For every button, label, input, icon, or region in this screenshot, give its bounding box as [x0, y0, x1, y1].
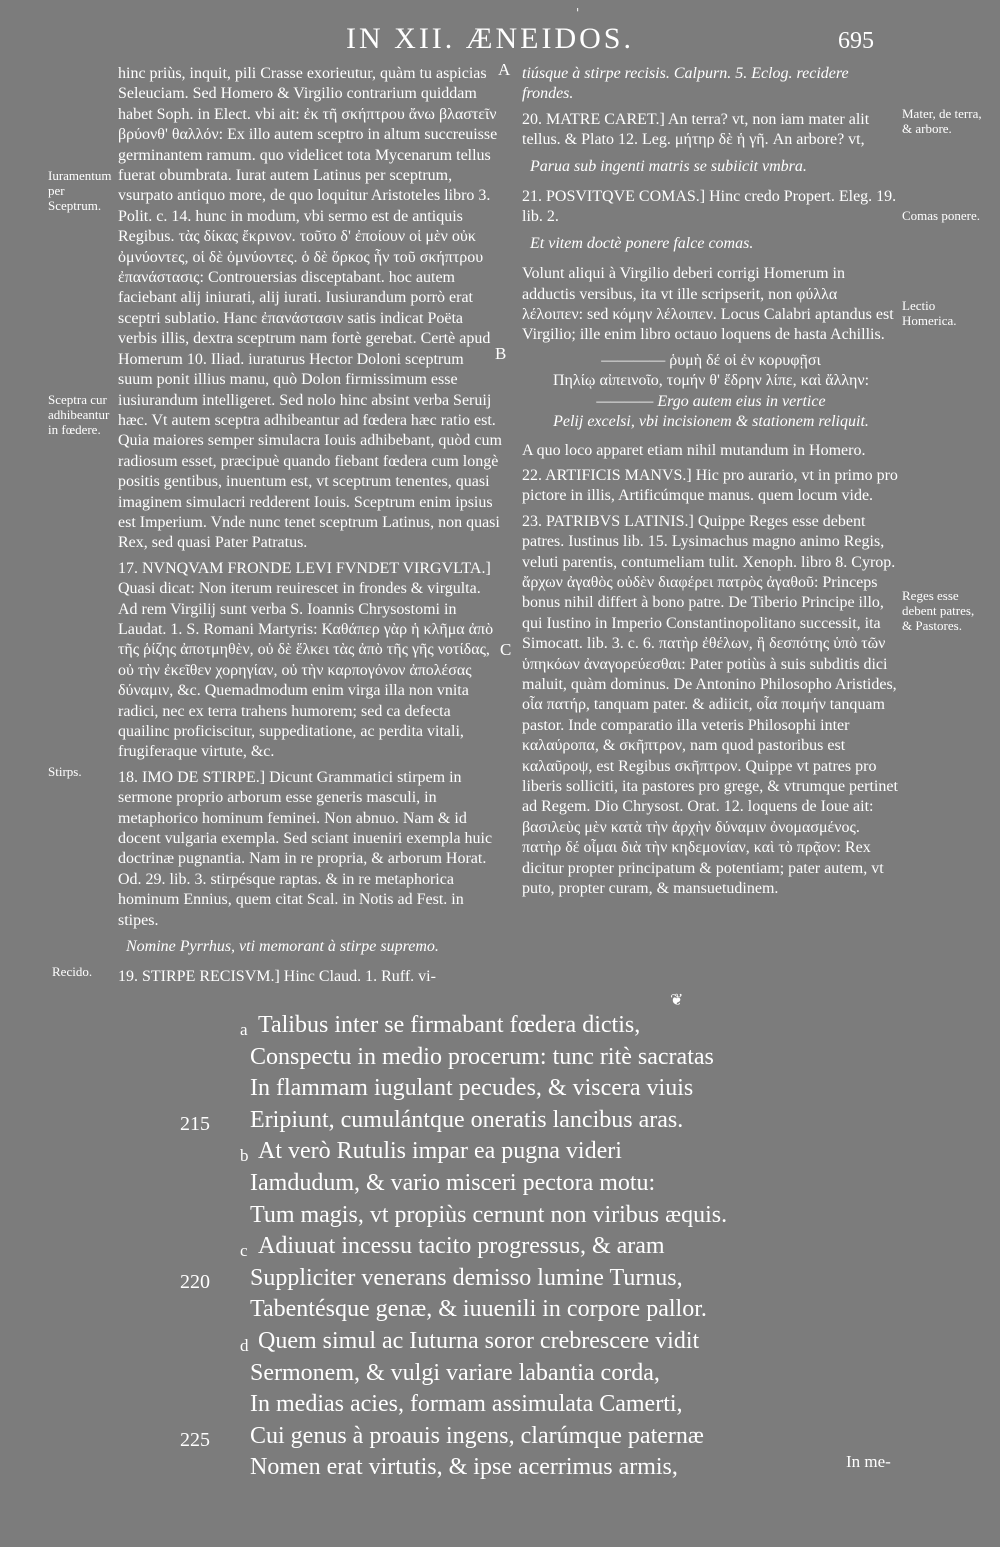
- right-paragraph: tiúsque à stirpe recisis. Calpurn. 5. Eclog. recidere frondes.: [522, 65, 849, 103]
- poem-line: [180, 1452, 800, 1484]
- poem-line: [180, 1326, 800, 1358]
- poem-line-text: Adiuuat incessu tacito progressus, & aram: [258, 1233, 665, 1260]
- poem-line-text: Sermonem, & vulgi variare labantia corda,: [250, 1359, 660, 1386]
- poem-line-text: In medias acies, formam assimulata Camerti,: [250, 1391, 683, 1418]
- poem-line: [180, 1042, 800, 1074]
- page-number: 695: [838, 28, 874, 54]
- poem-line: [180, 1421, 800, 1453]
- right-verse-quote: Parua sub ingenti matris se subiicit vmbra.: [530, 157, 807, 175]
- left-verse-quote: Nomine Pyrrhus, vti memorant à stirpe supremo.: [126, 938, 439, 956]
- poem-line-text: Suppliciter venerans demisso lumine Turnus,: [250, 1264, 683, 1291]
- margin-note-mater: Mater, de terra, & arbore.: [902, 106, 982, 136]
- latin-verse-line: ———— Ergo autem eius in vertice: [596, 392, 826, 410]
- poem-line: [180, 1294, 800, 1326]
- footnote-mark: b: [240, 1146, 249, 1166]
- poem-line: [180, 1263, 800, 1295]
- poem-block: [180, 1010, 800, 1481]
- margin-note-stirps: Stirps.: [48, 764, 82, 779]
- left-paragraph: 18. IMO DE STIRPE.] Dicunt Grammatici stirpem in sermone proprio arborum esse generis masculi, in metaphorico hominum feminei. Non abnuo. Nam & id docent vulgaria exempla. Sed sciant inueniri exempla huic doctrinæ pugnantia. Nam in re propria, & arborum Horat. Od. 29. lib. 3. stirpésque raptas. & in re metaphorica hominum Ennius, quem citat Scal. in Notis ad Fest. in stipes.: [118, 768, 493, 929]
- greek-verse-line: ———— ῥυμὴ δέ οἱ ἐν κορυφῇσι: [601, 351, 821, 369]
- poem-line-text: Conspectu in medio procerum: tunc ritè sacratas: [250, 1043, 714, 1070]
- margin-note-reges: Reges esse debent patres, & Pastores.: [902, 588, 975, 633]
- right-paragraph: Volunt aliqui à Virgilio deberi corrigi Homerum in adductis versibus, ita vt ille scripserit, non φύλλα λέλοιπεν: sed κόμην λέλοιπεν. Locus Calabri aptandus est Virgilio; ille enim libro octauo loquens de hasta Achillis.: [522, 265, 894, 344]
- line-number: 215: [180, 1112, 210, 1135]
- section-letter-b: B: [495, 344, 507, 363]
- catchword: In me-: [846, 1452, 891, 1471]
- right-paragraph: 20. MATRE CARET.] An terra? vt, non iam mater alit tellus. & Plato 12. Leg. μήτηρ δὲ ἡ γῆ. An arbore? vt,: [522, 110, 870, 149]
- footnote-mark: c: [240, 1241, 248, 1261]
- poem-line: [180, 1358, 800, 1390]
- poem-line: [180, 1231, 800, 1263]
- line-number: 225: [180, 1428, 210, 1451]
- margin-note-recido: Recido.: [52, 964, 93, 979]
- header-tick: ': [576, 6, 580, 20]
- margin-note-lectio: Lectio Homerica.: [902, 298, 957, 328]
- margin-note-comas: Comas ponere.: [902, 208, 980, 223]
- page-header: [0, 6, 1000, 62]
- poem-line: [180, 1073, 800, 1105]
- poem-line-text: In flammam iugulant pecudes, & viscera viuis: [250, 1075, 694, 1102]
- section-letter-c: C: [500, 640, 512, 659]
- poem-line-text: Talibus inter se firmabant fœdera dictis,: [258, 1012, 641, 1038]
- footnote-mark: d: [240, 1335, 249, 1355]
- poem-line-text: Cui genus à proauis ingens, clarúmque paternæ: [250, 1422, 704, 1449]
- left-paragraph: 19. STIRPE RECISVM.] Hinc Claud. 1. Ruff. vi-: [118, 968, 436, 986]
- left-paragraph: 17. NVNQVAM FRONDE LEVI FVNDET VIRGVLTA.] Quasi dicat: Non iterum reuirescet in frondes & virgulta. Ad rem Virgilij sunt verba S. Ioannis Chrysostomi in Laudat. 1. S. Romani Martyris: Καθάπερ γὰρ ἡ κλῆμα ἀπὸ τῆς ῥίζης ἀποτμηθὲν, οὐ δὲ ἕλκει τὰς ἀπὸ τῆς γῆς νοτίδας, οὐ τὴν ἐκεῖθεν χορηγίαν, οὐ τὴν καρπογόνον ἀπολέσας δύναμιν, &c. Quemadmodum enim virga illa non vnita radici, nec ex terra trahens humorem; sed ca defecta quailinc proficiscitur, suppeditatione, ac perdita vitali, frugiferaque virtute, &c.: [118, 559, 494, 761]
- running-title: IN XII. ÆNEIDOS.: [346, 22, 634, 55]
- poem-line-text: Tabentésque genæ, & iuuenili in corpore pallor.: [250, 1296, 707, 1323]
- margin-note-sceptra: Sceptra cur adhibeantur in fœdere.: [48, 392, 110, 437]
- section-letter-a: A: [498, 60, 511, 79]
- left-paragraph: hinc priùs, inquit, pili Crasse exorieutur, quàm tu aspicias Seleuciam. Sed Homero & Virgilio contrarium quiddam habet Soph. in Elect. vbi ait: ἐκ τῆ σκήπτρου ἄνω βλαστεῖν βρύονθ' θαλλόν: Ex illo autem sceptro in altum succreuisse germinantem ramum. quo videlicet tota Mycenarum tellus fuerat obumbrata. Iurat autem Latinus per sceptrum, vsurpato antiquo more, de quo loquitur Aristoteles libro 3. Polit. c. 14. hunc in modum, vbi sermo est de antiquis Regibus. τὰς δίκας ἔκρινον. τοῦτο δ' ἐποίουν οἱ μὲν οὐκ ὀμνύοντες, οἱ δὲ ὀμνύοντες. ὁ δὲ ὅρκος ἦν τοῦ σκήπτρου ἐπανάστασις: Controuersias disceptabant. hoc autem faciebant alij iniurati, alij iurati. Iusiurandum porrò erat sceptri sublatio. Hanc ἐπανάστασιν satis indicat Poëta verbis illis, dextra sceptrum nam fortè gerebat. Certè apud Homerum 10. Iliad. iuraturus Hector Doloni sceptrum suum ponit illius manu, quò Dolon firmissimum esse iusiurandum intelligeret. Sed nolo hinc absint verba Seruij hæc. Vt autem sceptra adhibeantur ad fœdera hæc ratio est. Quia maiores semper simulacra Iouis adhibebant, quòd cum radiosum esset, præcipuè quando fiebant fœdera cum longè positis gentibus, inuentum est, vt sceptrum tenentes, quasi imaginem simulacri redderent Iouis. Sceptrum enim ipsius est Imperium. Vnde nunc tenet sceptrum Latinus, non quasi Rex, sed quasi Pater Patratus.: [118, 65, 502, 552]
- greek-verse-line: Πηλίῳ αἰπεινοῖο, τομήν θ' ἔδρην λίπε, καὶ ἄλλην:: [552, 372, 870, 390]
- latin-verse-line: Pelij excelsi, vbi incisionem & stationem reliquit.: [553, 413, 869, 431]
- left-column: [118, 64, 502, 994]
- poem-line-text: Quem simul ac Iuturna soror crebrescere vidit: [258, 1327, 700, 1354]
- poem-line: [180, 1136, 800, 1168]
- right-paragraph: 23. PATRIBVS LATINIS.] Quippe Reges esse debent patres. Iustinus lib. 15. Lysimachus magno animo Regis, veluti parentis, contumeliam tulit. Xenoph. libro 8. Cyrop. ἄρχων ἀγαθὸς οὐδὲν διαφέρει πατρὸς ἀγαθοῦ: Princeps bonus nihil differt à bono patre. De Tiberio Principe illo, qui Iustino in Imperio Constantinopolitano successit, ita Simocatt. lib. 3. c. 6. πατὴρ ἐθέλων, ἢ δεσπότης ὑπὸ τῶν ὑπηκόων ἀναγορεύεσθαι: Pater potiùs à suis subditis dici maluit, quàm dominus. De Antonino Philosopho Aristides, οἷα πατήρ, tanquam pater. & adiicit, οἷα ποιμήν tanquam pastor. Inde comparatio illa veteris Philosophi inter καλαύροπα, & σκῆπτρον, nam quod pastoribus est καλαῦροψ, est Regibus σκῆπτρον. Quippe vt patres pro liberis solliciti, ita pastores pro grege, & vtrumque pertinet ad Regem. Dio Chrysost. Orat. 12. loquens de Ioue ait: βασιλεὺς μὲν κατὰ τὴν ἀρχὴν δύναμιν ὀνομασμένος. πατὴρ δέ οἶμαι διὰ τὴν κηδεμονίαν, καὶ τὸ πρᾷον: Rex dicitur propter principatum & potentiam; pater autem, vt puto, propter curam, & mansuetudinem.: [522, 512, 898, 898]
- poem-line: [180, 1010, 800, 1042]
- ornament-icon: ❦: [670, 990, 684, 1009]
- poem-line-text: At verò Rutulis impar ea pugna videri: [258, 1138, 622, 1165]
- poem-line-text: Nomen erat virtutis, & ipse acerrimus armis,: [250, 1454, 678, 1481]
- poem-line-text: Iamdudum, & vario misceri pectora motu:: [250, 1169, 656, 1196]
- poem-line: [180, 1389, 800, 1421]
- line-number: 220: [180, 1270, 210, 1293]
- right-paragraph: 22. ARTIFICIS MANVS.] Hic pro aurario, vt in primo pro pictore in illis, Artificúmque manus. quem locum vide.: [522, 466, 898, 505]
- footnote-mark: a: [240, 1020, 248, 1039]
- poem-line-text: Tum magis, vt propiùs cernunt non viribus æquis.: [250, 1201, 728, 1228]
- poem-line: [180, 1105, 800, 1137]
- right-column: [522, 64, 900, 984]
- poem-line-text: Eripiunt, cumulántque oneratis lancibus aras.: [250, 1106, 684, 1133]
- right-verse-quote: Et vitem doctè ponere falce comas.: [530, 234, 754, 252]
- right-paragraph: 21. POSVITQVE COMAS.] Hinc credo Propert. Eleg. 19. lib. 2.: [522, 188, 897, 226]
- poem-line: [180, 1168, 800, 1200]
- margin-note-iuramentum: Iuramentum per Sceptrum.: [48, 168, 112, 213]
- poem-line: [180, 1200, 800, 1232]
- right-paragraph: A quo loco apparet etiam nihil mutandum in Homero.: [522, 441, 866, 459]
